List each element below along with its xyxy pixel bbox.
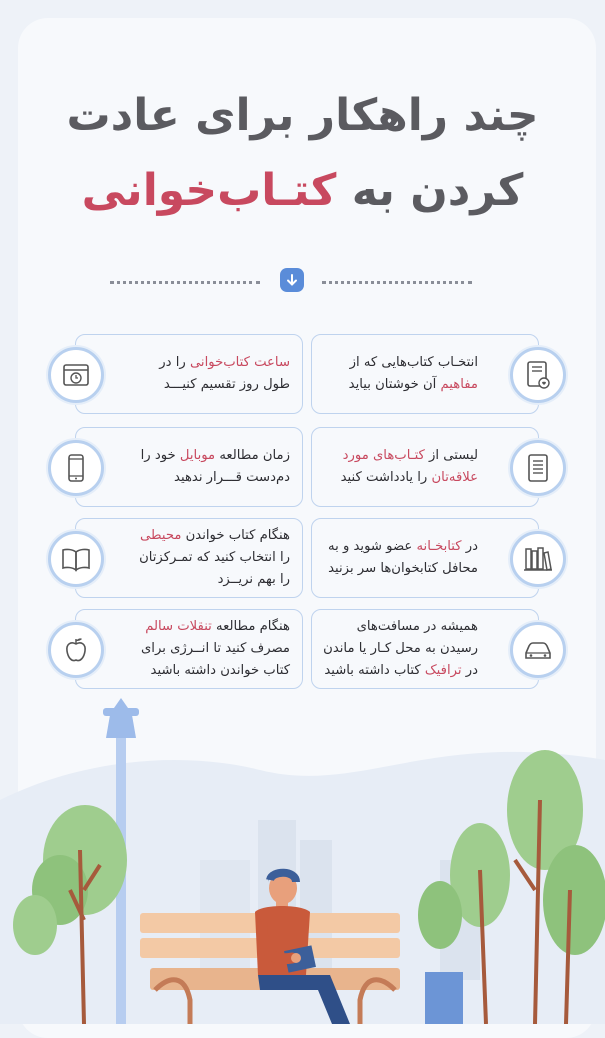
tip-mobile-reading bbox=[75, 427, 303, 507]
open-book-icon bbox=[48, 531, 104, 587]
tip-commute bbox=[311, 609, 539, 689]
car-icon bbox=[510, 622, 566, 678]
tip-text: زمان مطالعه bbox=[215, 448, 290, 463]
tip-text: خود را دم‌دست قـــرار ندهید bbox=[140, 448, 290, 485]
title-highlight: کتـاب‌خوانی bbox=[81, 165, 337, 216]
divider bbox=[0, 268, 605, 298]
tip-text: هنگام مطالعه bbox=[211, 619, 290, 634]
title-line-2 bbox=[0, 165, 605, 216]
dotted-line-left bbox=[110, 281, 260, 284]
arrow-down-icon[interactable] bbox=[280, 268, 304, 292]
tip-highlight: کتـاب‌های مورد علاقه‌تان bbox=[342, 448, 478, 485]
title-line-1: چند راهکار برای عادت bbox=[66, 90, 539, 141]
tip-text: را انتخاب کنید که تمـرکزتان را بهم نریــزد bbox=[139, 550, 290, 587]
document-list-icon bbox=[510, 440, 566, 496]
mobile-phone-icon bbox=[48, 440, 104, 496]
title-prefix: کردن به bbox=[336, 165, 524, 216]
bookshelf-icon bbox=[510, 531, 566, 587]
book-heart-icon bbox=[510, 347, 566, 403]
tip-text: لیستی از bbox=[424, 448, 478, 463]
tip-highlight: تنقلات سالم bbox=[145, 619, 212, 634]
tip-text: مصرف کنید تا انــرژی برای کتاب خواندن داشته باشید bbox=[140, 641, 290, 678]
tip-text: همیشه در مسافت‌های رسیدن به محل کـار یا ماندن در bbox=[323, 619, 478, 678]
tip-text: هنگام کتاب خواندن bbox=[181, 528, 290, 543]
dotted-line-right bbox=[322, 281, 472, 284]
tip-environment bbox=[75, 518, 303, 598]
calendar-clock-icon bbox=[48, 347, 104, 403]
tip-favorite-list bbox=[311, 427, 539, 507]
apple-icon bbox=[48, 622, 104, 678]
tip-healthy-snacks bbox=[75, 609, 303, 689]
tip-highlight: مفاهیم bbox=[440, 377, 478, 392]
tip-choose-books bbox=[311, 334, 539, 414]
tip-text: انتخـاب کتاب‌هایی که از bbox=[349, 355, 478, 370]
trash-bin bbox=[425, 972, 463, 1024]
tip-highlight: کتابخـانه bbox=[416, 539, 462, 554]
tip-highlight: موبایل bbox=[179, 448, 216, 463]
tip-text: عضو شوید و به محافل کتابخوان‌ها سر بزنید bbox=[328, 539, 478, 576]
tip-text: آن خوشتان بیاید bbox=[348, 377, 441, 392]
tip-highlight: ترافیک bbox=[424, 663, 462, 678]
tip-library bbox=[311, 518, 539, 598]
tip-reading-hours bbox=[75, 334, 303, 414]
tip-text: را در طول روز تقسیم کنیـــد bbox=[159, 355, 290, 392]
park-scene-illustration bbox=[0, 690, 605, 1024]
tip-highlight: محیطی bbox=[140, 528, 182, 543]
tip-text: در bbox=[461, 539, 478, 554]
tip-text: را یادداشت کنید bbox=[340, 470, 432, 485]
tip-highlight: ساعت کتاب‌خوانی bbox=[189, 355, 290, 370]
tip-text: کتاب داشته باشید bbox=[324, 663, 425, 678]
